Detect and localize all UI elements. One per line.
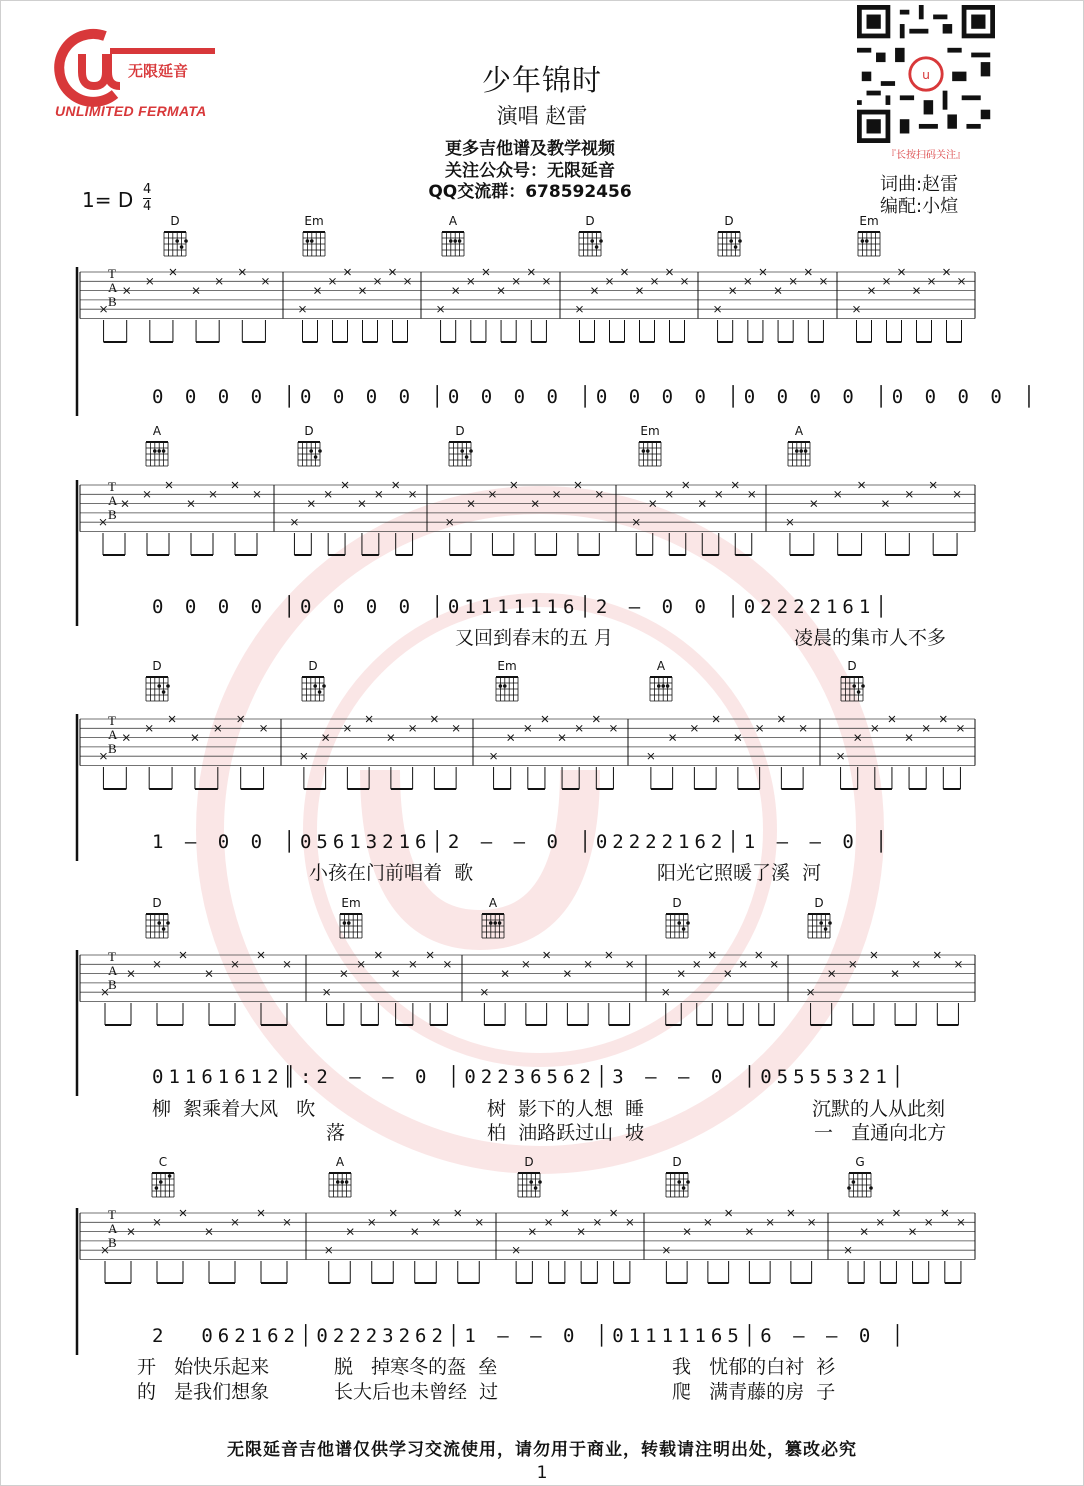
tab-letter: T <box>108 949 116 964</box>
tab-letter: T <box>108 713 116 728</box>
chord-name: D <box>455 424 465 438</box>
chord-name: Em <box>304 214 324 228</box>
key-signature: 1= D <box>82 188 134 212</box>
chord-name: D <box>672 1155 682 1169</box>
lyric-line: 的 是我们想象 <box>137 1381 270 1403</box>
chord-name: A <box>335 1155 345 1169</box>
chord-name: Em <box>341 896 361 910</box>
tab-letter: T <box>108 479 116 494</box>
jianpu-notation: 1 – 0 0 │05613216│2 – – 0 │02222162│1 – – 0 │ <box>152 831 892 853</box>
page-number: 1 <box>536 1463 548 1483</box>
chord-name: D <box>672 896 682 910</box>
lyric-line: 长大后也未曾经 过 <box>334 1381 499 1403</box>
chord-name: Em <box>497 659 517 673</box>
promo-line-1: 更多吉他谱及教学视频 <box>445 139 615 159</box>
promo-line-3: QQ交流群：678592456 <box>428 182 632 202</box>
chord-name: D <box>308 659 318 673</box>
chord-name: Em <box>640 424 660 438</box>
lyric-line: 树 影下的人想 睡 <box>487 1098 645 1120</box>
chord-name: A <box>794 424 804 438</box>
chord-name: C <box>158 1155 168 1169</box>
tab-letter: A <box>108 963 118 978</box>
jianpu-notation: 0 0 0 0 │0 0 0 0 │0 0 0 0 │0 0 0 0 │0 0 0 0 │0 0 0 0 │ <box>152 386 1040 408</box>
brand-subtitle: UNLIMITED FERMATA <box>55 103 207 119</box>
jianpu-notation: 0 0 0 0 │0 0 0 0 │01111116│2 – 0 0 │02222161│ <box>152 596 892 618</box>
tab-letter: A <box>108 1221 118 1236</box>
lyric-line: 一 直通向北方 <box>814 1122 947 1144</box>
tab-letter: B <box>108 741 117 756</box>
lyric-line: 又回到春末的五 月 <box>455 627 614 649</box>
lyric-line: 开 始快乐起来 <box>137 1356 270 1378</box>
svg-text:u: u <box>922 67 930 82</box>
chord-name: D <box>170 214 180 228</box>
tab-letter: A <box>108 280 118 295</box>
ts-top: 4 <box>143 182 152 197</box>
lyric-line: 落 <box>326 1122 346 1144</box>
chord-name: D <box>814 896 824 910</box>
lyric-line: 柏 油路跃过山 坡 <box>487 1122 645 1144</box>
chord-name: Em <box>859 214 879 228</box>
chord-name: G <box>855 1155 865 1169</box>
lyric-line: 我 忧郁的白衬 衫 <box>672 1356 836 1378</box>
tab-letter: A <box>108 493 118 508</box>
chord-name: A <box>448 214 458 228</box>
jianpu-notation: 2 062162│02223262│1 – – 0 │01111165│6 – – 0 │ <box>152 1325 909 1347</box>
qr-caption: 『长按扫码关注』 <box>886 150 966 161</box>
lyric-line: 爬 满青藤的房 子 <box>672 1381 836 1403</box>
lyric-line: 阳光它照暖了溪 河 <box>657 862 822 884</box>
chord-name: D <box>524 1155 534 1169</box>
chord-name: D <box>304 424 314 438</box>
tab-letter: B <box>108 1235 117 1250</box>
tab-letter: B <box>108 977 117 992</box>
credit-lyricist: 词曲:赵雷 <box>880 174 959 195</box>
lyric-line: 凌晨的集市人不多 <box>794 627 947 649</box>
ts-bottom: 4 <box>143 199 152 214</box>
tab-letter: B <box>108 294 117 309</box>
chord-name: D <box>585 214 595 228</box>
song-title: 少年锦时 <box>481 63 602 97</box>
promo-line-2: 关注公众号：无限延音 <box>445 161 615 181</box>
chord-name: D <box>152 659 162 673</box>
lyric-line: 脱 掉寒冬的盔 垒 <box>334 1356 498 1378</box>
footer-notice: 无限延音吉他谱仅供学习交流使用，请勿用于商业，转载请注明出处，篡改必究 <box>227 1440 857 1460</box>
lyric-line: 小孩在门前唱着 歌 <box>309 862 474 884</box>
chord-name: A <box>488 896 498 910</box>
tab-letter: B <box>108 507 117 522</box>
tab-letter: T <box>108 266 116 281</box>
tab-letter: T <box>108 1207 116 1222</box>
lyric-line: 柳 絮乘着大风 吹 <box>152 1098 316 1120</box>
chord-name: D <box>847 659 857 673</box>
jianpu-notation: 01161612║:2 – – 0 │02236562│3 – – 0 │05555321│ <box>152 1066 909 1088</box>
chord-name: D <box>724 214 734 228</box>
singer-line: 演唱 赵雷 <box>496 104 588 128</box>
chord-name: A <box>656 659 666 673</box>
chord-name: A <box>152 424 162 438</box>
credit-arranger: 编配:小煊 <box>880 196 959 217</box>
lyric-line: 沉默的人从此刻 <box>812 1098 946 1120</box>
brand-name: 无限延音 <box>128 62 189 80</box>
tab-letter: A <box>108 727 118 742</box>
chord-name: D <box>152 896 162 910</box>
